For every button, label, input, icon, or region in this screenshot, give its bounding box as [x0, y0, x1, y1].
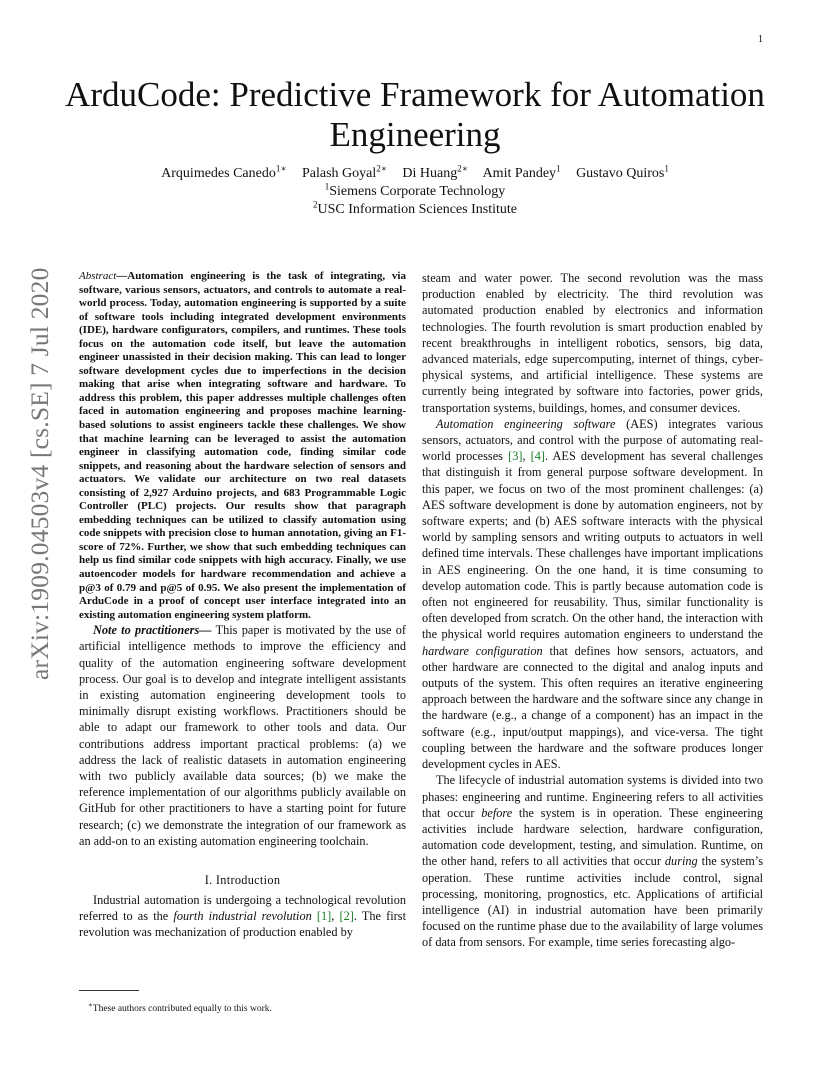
footnote-mark: ∗	[88, 1001, 93, 1009]
affiliation-mark: 1	[324, 181, 330, 192]
body-text: The lifecycle of industrial automation systems is divided into two phases: engineering and runtime. Engineering refers to all activities that occur	[422, 773, 763, 820]
citation-link[interactable]: [2]	[339, 909, 354, 924]
left-column	[79, 270, 406, 941]
intro-text: . The first revolution was mechanization of production enabled by	[79, 909, 406, 940]
body-text: that defines how sensors, actuators, and other hardware are connected to the digital and analog inputs and outputs of the system. This often requires an iterative engineering approach between the hardware and the software since any change in the hardware (e.g., a change of a component) has an impact in the software (e.g., input/output mappings), and vice-versa. The tight coupling between the hardware and the software produces longer development cycles in AES.	[422, 643, 763, 772]
author-name: Gustavo Quiros	[576, 166, 665, 181]
affiliation-name: Siemens Corporate Technology	[329, 184, 506, 199]
author-name: Amit Pandey	[482, 166, 557, 181]
affiliation-mark: 2	[313, 199, 318, 210]
body-paragraph	[422, 772, 763, 950]
author-affiliation-mark: 2∗	[457, 163, 468, 174]
paper-title: ArduCode: Predictive Framework for Automation Engineering	[65, 75, 765, 154]
intro-paragraph: Industrial automation is undergoing a technological revolution referred to as the fourth industrial revolution [1], [2]. The first revolution was mechanization of production enabled by	[79, 893, 406, 940]
intro-emphasis: fourth industrial revolution	[173, 909, 312, 924]
footnote-rule	[79, 990, 139, 991]
citation-link[interactable]: [4]	[530, 449, 546, 464]
author-name: Palash Goyal	[301, 166, 377, 181]
intro-text: Industrial automation is undergoing a technological revolution referred to as the	[79, 893, 406, 924]
author-affiliation-mark: 2∗	[376, 163, 387, 174]
author-block	[60, 165, 770, 219]
body-paragraph: steam and water power. The second revolution was the mass production enabled by electricity. The third revolution was automated production enabled by electronics and information technologies. The fourth revolution is smart production enabled by recent breakthroughs in intelligent robotics, sensors, big data, advanced materials, edge supercomputing, internet of things, cyber-physical systems, and artificial intelligence. These systems are currently being integrated by software into factories, power grids, transportation systems, buildings, homes, and consumer devices.	[422, 271, 763, 415]
right-column	[422, 270, 763, 951]
affiliation	[60, 201, 770, 219]
footnote	[88, 1001, 272, 1014]
section-heading: I. Introduction	[204, 873, 281, 888]
note-text: This paper is motivated by the use of artificial intelligence methods to improve the efficiency and quality of the automation engineering software development process. Our goal is to develop and integrate intelligent assistants in existing automation engineering development tools to minimally disrupt existing workflows. Practitioners should be able to adapt our framework to other tools and data. Our contributions address important practical problems: (a) we address the lack of realistic datasets in automation engineering with two publicly available data sources; (b) we make the reference implementation of our algorithms publicly available on GitHub for other practitioners to have a starting point for future research; (c) we demonstrate the integration of our framework as an add-on to an existing automation engineering toolchain.	[79, 623, 407, 848]
affiliation	[60, 183, 770, 201]
body-text: (AES) integrates various sensors, actuators, and control with the purpose of automating real-world processes	[422, 416, 764, 464]
footnote-text: These authors contributed equally to this work.	[92, 1004, 272, 1015]
author-affiliation-mark: 1	[664, 163, 669, 174]
affiliation-name: USC Information Sciences Institute	[317, 202, 517, 217]
body-emphasis: before	[481, 805, 513, 820]
body-text: the system’s operation. These runtime activities include control, signal processing, monitoring, prognostics, etc. Applications of artificial intelligence (AI) in industrial automation have been primarily focused on the runtime phase due to the availability of large volumes of data from sensors. For example, time series forecasting algo-	[422, 854, 763, 950]
citation-link[interactable]: [1]	[316, 909, 332, 924]
author-list	[60, 165, 770, 183]
abstract	[79, 270, 406, 622]
arxiv-identifier: arXiv:1909.04503v4 [cs.SE] 7 Jul 2020	[25, 267, 54, 680]
page-number: 1	[758, 34, 763, 45]
body-paragraph: Automation engineering software (AES) integrates various sensors, actuators, and control with the purpose of automating real-world processes [3], [4]. AES development has several challenges that distinguish it from general purpose software development. In this paper, we focus on two of the most prominent challenges: (a) AES software development is done by automation engineers, not by software experts; and (b) AES software interacts with the physical world by sampling sensors and writing outputs to actuators in well defined time intervals. These challenges have important implications in AES engineering. On the one hand, it is time consuming to develop automation code. This is partly because automation code is often not engineered for reusability. Thus, similar functionality is often developed from scratch. On the other hand, the interaction with the physical world requires automation engineers to understand the hardware configuration that defines how sensors, actuators, and other hardware are connected to the digital and analog inputs and outputs of the system. This often requires an iterative engineering approach between the hardware and the software since any change in the hardware (e.g., a change of a component) has an impact in the software (e.g., input/output mappings), and vice-versa. The tight coupling between the hardware and the software produces longer development cycles in AES.	[422, 416, 764, 772]
arxiv-sidebar	[20, 267, 60, 685]
citation-link[interactable]: [3]	[508, 449, 523, 464]
body-text: the system is in operation. These engineering activities include hardware selection, hardware configuration, automation code development, testing, and simulation. Runtime, on the other hand, refers to all activities that occur	[422, 805, 763, 869]
author-affiliation-mark: 1	[556, 163, 561, 174]
abstract-text: —Automation engineering is the task of integrating, via software, various sensors, actuators, and controls to automate a real-world process. Today, automation engineering is supported by a suite of software tools including integrated development environments (IDE), hardware configurators, compilers, and runtimes. These tools focus on the automation code itself, but leave the automation engineer unassisted in their decision making. This can lead to longer software development cycles due to imperfections in the decision making that arise when integrating software and hardware. To address this problem, this paper addresses multiple challenges often faced in automation engineering and proposes machine learning-based solutions to assist engineers tackle these challenges. We show that machine learning can be leveraged to assist the automation engineer in classifying automation code, finding similar code snippets, and reasoning about the hardware selection of sensors and actuators. We validate our architecture on two real datasets consisting of 2,927 Arduino projects, and 683 Programmable Logic Controller (PLC) projects. Our results show that paragraph embedding techniques can be utilized to classify automation using code snippets with precision close to human annotation, giving an F1-score of 72%. Further, we show that such embedding techniques can help us find similar code snippets with high accuracy. Finally, we use autoencoder models for hardware recommendation and achieve a p@3 of 0.79 and p@5 of 0.95. We also present the implementation of ArduCode in a proof of concept user interface integrated into an existing automation engineering system platform.	[79, 270, 406, 621]
note-label: Note to practitioners—	[93, 623, 212, 638]
author-name: Arquimedes Canedo	[161, 166, 276, 181]
body-emphasis: hardware configuration	[422, 643, 543, 658]
note-to-practitioners	[79, 622, 406, 849]
body-text: . AES development has several challenges that distinguish it from general purpose software development. In this paper, we focus on two of the most prominent challenges: (a) AES software development is done by automation engineers, not by software experts; and (b) AES software interacts with the physical world by sampling sensors and writing outputs to actuators in well defined time intervals. These challenges have important implications in AES engineering. On the one hand, it is time consuming to develop automation code. This is partly because automation code is often not engineered for reusability. Thus, similar functionality is often developed from scratch. On the other hand, the interaction with the physical world requires automation engineers to understand the	[422, 449, 763, 642]
body-emphasis: during	[664, 854, 698, 869]
author-name: Di Huang	[402, 166, 458, 181]
abstract-label: Abstract	[79, 270, 117, 282]
author-affiliation-mark: 1∗	[275, 163, 287, 174]
body-emphasis: Automation engineering software	[436, 416, 616, 431]
